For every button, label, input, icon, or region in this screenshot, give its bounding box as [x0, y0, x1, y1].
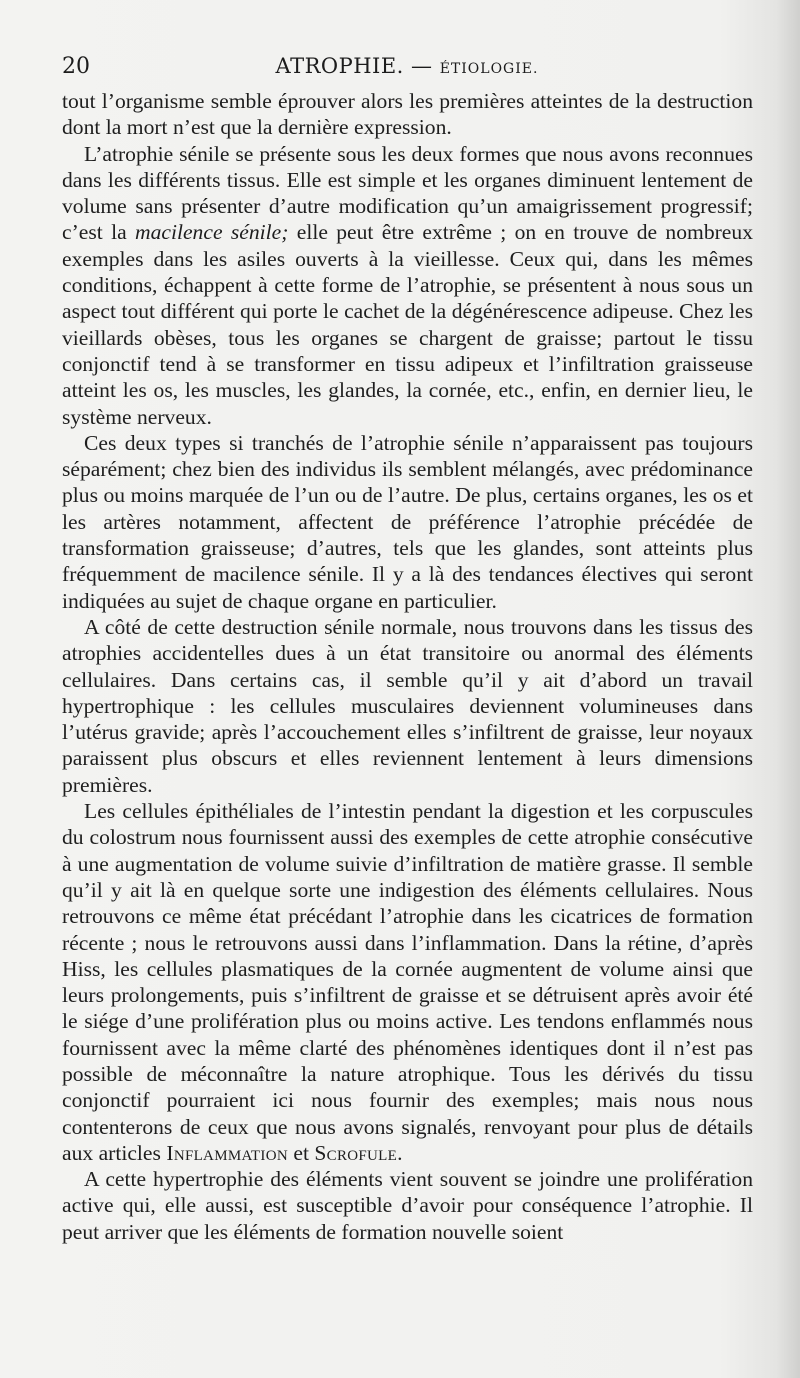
paragraph-5-end: . — [397, 1140, 403, 1165]
paragraph-5-text: Les cellules épithéliales de l’intestin pendant la digestion et les corpuscules du colostrum nous fournissent aussi des exemples de cette atrophie consécutive à une augmentation de volume suivie d’infiltration de matière grasse. Il semble qu’il y ait là en quelque sorte une indigestion des éléments cellulaires. Nous retrouvons ce même état précédant l’atrophie dans les cicatrices de formation récente ; nous le retrouvons aussi dans l’inflammation. Dans la rétine, d’après Hiss, les cellules plasmatiques de la cornée augmentent de volume ainsi que leurs prolongements, puis s’infiltrent de graisse et se détruisent après avoir été le siége d’une prolifération plus ou moins active. Les tendons enflammés nous fournissent avec la même clarté des phénomènes identiques dont il n’est pas possible de méconnaître la nature atrophique. Tous les dérivés du tissu conjonctif pourraient ici nous fournir des exemples; mais nous nous contenterons de ceux que nous avons signalés, renvoyant pour plus de détails aux articles — [62, 799, 753, 1165]
paragraph-1: tout l’organisme semble éprouver alors les premières atteintes de la destruction dont la mort n’est que la dernière expression. — [62, 89, 753, 140]
paragraph-5-conjunction: et — [287, 1140, 315, 1165]
term-macilence-senile: macilence sénile; — [135, 220, 289, 245]
section-title: ÉTIOLOGIE. — [439, 61, 539, 77]
paragraph-5 — [62, 798, 753, 1166]
running-title — [62, 54, 752, 78]
body-text — [62, 88, 753, 1245]
running-header — [62, 54, 752, 86]
article-reference-inflammation: Inflammation — [166, 1140, 288, 1165]
paragraph-4: A côté de cette destruction sénile normale, nous trouvons dans les tissus des atrophies accidentelles dues à un état transitoire ou anormal des éléments cellulaires. Dans certains cas, il semble qu’il y ait d’abord un travail hypertrophique : les cellules musculaires deviennent volumineuses dans l’utérus gravide; après l’accouchement elles s’infiltrent de graisse, leur noyaux paraissent plus obscurs et elles reviennent lentement à leurs dimensions premières. — [62, 614, 753, 797]
paragraph-2 — [62, 141, 753, 430]
paragraph-3: Ces deux types si tranchés de l’atrophie sénile n’apparaissent pas toujours séparément; chez bien des individus ils semblent mélangés, avec prédominance plus ou moins marquée de l’un ou de l’autre. De plus, certains organes, les os et les artères notamment, affectent de préférence l’atrophie précédée de transformation graisseuse; d’autres, tels que les glandes, sont atteints plus fréquemment de macilence sénile. Il y a là des tendances électives qui seront indiquées au sujet de chaque organe en particulier. — [62, 430, 753, 613]
paragraph-2-part-a: L’atrophie sénile se présente sous les deux formes que nous avons reconnues dans les différents tissus. Elle est simple et les organes diminuent lentement de volume sans présenter d’autre modification qu’un amaigrissement progressif; c’est la — [62, 141, 753, 245]
title-dash: — — [403, 54, 440, 78]
page-number: 20 — [62, 54, 90, 79]
paragraph-2-part-b: elle peut être extrême ; on en trouve de nombreux exemples dans les asiles ouverts à la vieillesse. Ceux qui, dans les mêmes conditions, échappent à cette forme de l’atrophie, se présentent à nous sous un aspect tout différent qui porte le cachet de la dégénérescence adipeuse. Chez les vieillards obèses, tous les organes se chargent de graisse; partout le tissu conjonctif tend à se transformer en tissu adipeux et l’infiltration graisseuse atteint les os, les muscles, les glandes, la cornée, etc., enfin, en dernier lieu, le système nerveux. — [62, 220, 753, 429]
paragraph-6: A cette hypertrophie des éléments vient souvent se joindre une prolifération active qui, elle aussi, est susceptible d’avoir pour conséquence l’atrophie. Il peut arriver que les éléments de formation nouvelle soient — [62, 1167, 753, 1244]
chapter-title: ATROPHIE. — [275, 54, 404, 78]
article-reference-scrofule: Scrofule — [314, 1140, 398, 1165]
